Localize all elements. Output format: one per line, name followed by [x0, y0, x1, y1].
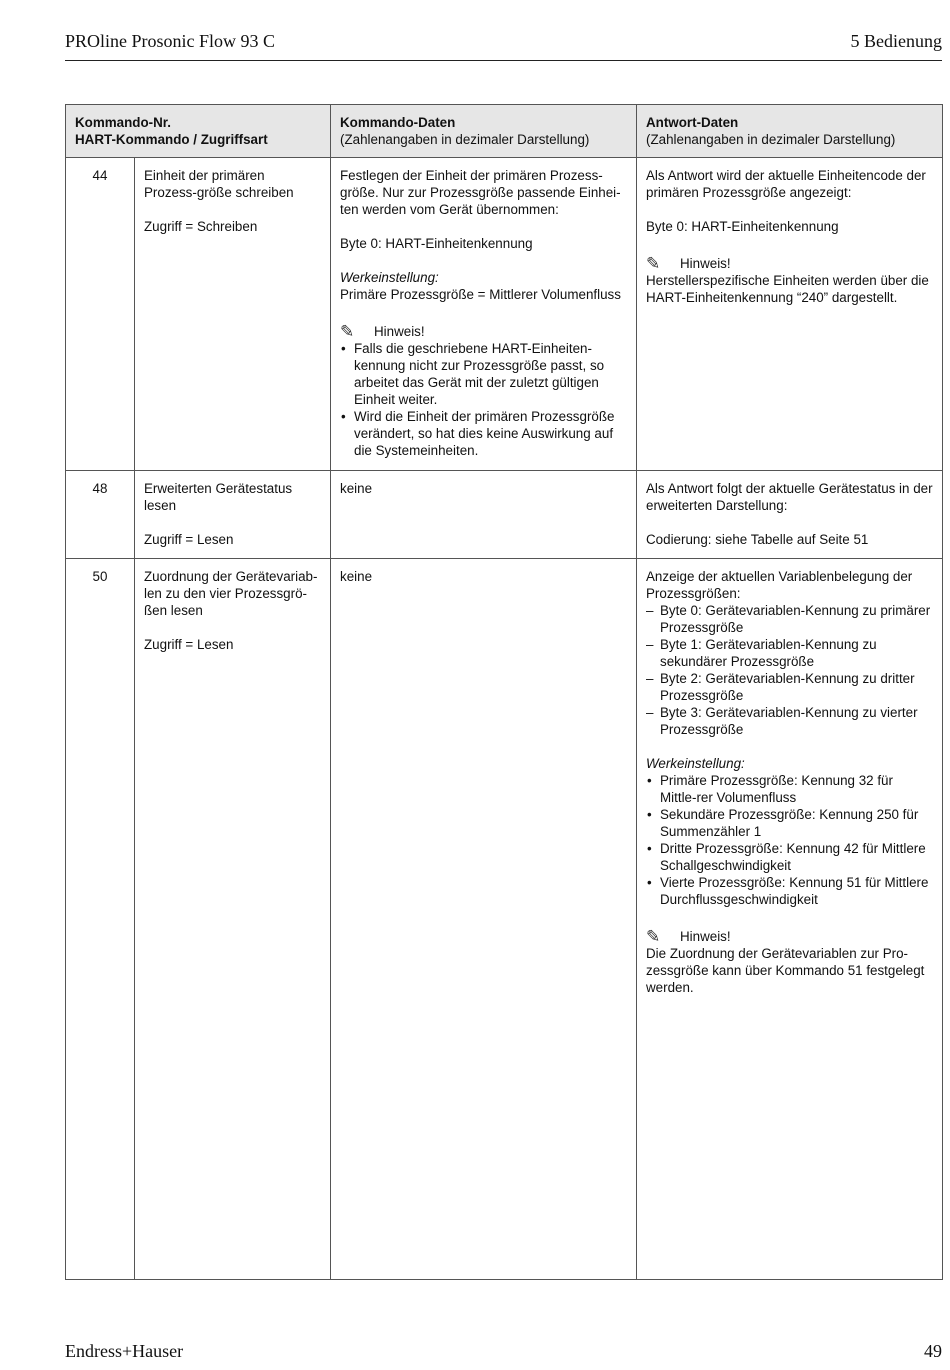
command-name-cell — [135, 158, 331, 471]
pencil-note-icon: ✎ — [340, 322, 355, 341]
response-data-cell: Als Antwort folgt der aktuelle Gerätestatus in der erweiterten Darstellung: Codierung: siehe Tabelle auf Seite 51 — [637, 471, 943, 559]
list-item: – Byte 0: Gerätevariablen-Kennung zu primärer Prozessgröße — [646, 602, 933, 636]
command-number: 44 — [66, 158, 135, 471]
header-command-number: Kommando-Nr. HART-Kommando / Zugriffsart — [66, 105, 331, 158]
document-title: PROline Prosonic Flow 93 C — [65, 31, 276, 51]
list-item: • Wird die Einheit der primären Prozessgröße verändert, so hat dies keine Auswirkung auf die Systemeinheiten. — [340, 408, 627, 459]
command-name-cell — [135, 471, 331, 559]
hint: ✎ Hinweis! — [340, 322, 425, 341]
hart-command-table — [65, 104, 943, 1280]
response-data-cell: Als Antwort wird der aktuelle Einheitencode der primären Prozessgröße angezeigt: Byte 0: HART-Einheitenkennung ✎ Hinweis! Herstellerspezifische Einheiten werden über die HART-Einheitenkennung “240” dargestellt. — [637, 158, 943, 471]
list-item: • Dritte Prozessgröße: Kennung 42 für Mittlere Schallgeschwindigkeit — [646, 840, 933, 874]
header-divider — [65, 60, 942, 61]
list-item: • Falls die geschriebene HART-Einheiten-kennung nicht zur Prozessgröße passt, so arbeitet das Gerät mit der zuletzt gültigen Einheit weiter. — [340, 340, 627, 408]
list-item: • Vierte Prozessgröße: Kennung 51 für Mittlere Durchflussgeschwindigkeit — [646, 874, 933, 908]
command-name: Einheit der primären Prozess-größe schreiben — [144, 168, 294, 200]
command-access: Zugriff = Lesen — [144, 532, 234, 547]
list-item: – Byte 2: Gerätevariablen-Kennung zu dritter Prozessgröße — [646, 670, 933, 704]
command-data-cell: keine — [331, 471, 637, 559]
list-item: – Byte 3: Gerätevariablen-Kennung zu vierter Prozessgröße — [646, 704, 933, 738]
command-name: Erweiterten Gerätestatus lesen — [144, 481, 293, 513]
table-header-row — [66, 105, 943, 158]
table-row — [66, 158, 943, 471]
header-command-data: Kommando-Daten (Zahlenangaben in dezimaler Darstellung) — [331, 105, 637, 158]
table-row — [66, 559, 943, 1280]
command-data-cell: Festlegen der Einheit der primären Prozess-größe. Nur zur Prozessgröße passende Einhei-ten werden vom Gerät übernommen: Byte 0: HART-Einheitenkennung Werkeinstellung: Primäre Prozessgröße = Mittlerer Volumenfluss ✎ Hinweis! • Falls die geschriebene HART-Einheiten-kennung nicht zur Prozessgröße passt, so arbeitet das Gerät mit der zuletzt gültigen Einheit weiter. • Wird die Einheit der primären Prozessgröße verändert, so hat dies keine Auswirkung auf die Systemeinheiten. — [331, 158, 637, 471]
hint: ✎ Hinweis! — [646, 927, 731, 946]
command-access: Zugriff = Schreiben — [144, 219, 258, 234]
list-item: • Primäre Prozessgröße: Kennung 32 für Mittle-rer Volumenfluss — [646, 772, 933, 806]
dash-list — [646, 602, 933, 738]
command-number: 50 — [66, 559, 135, 1280]
section-title: 5 Bedienung — [850, 31, 942, 51]
pencil-note-icon: ✎ — [646, 927, 661, 946]
response-data-cell: Anzeige der aktuellen Variablenbelegung der Prozessgrößen: – Byte 0: Gerätevariablen-Kennung zu primärer Prozessgröße – Byte 1: Gerätevariablen-Kennung zu sekundärer Prozessgröße – Byte 2: Gerätevariablen-Kennung zu dritter Prozessgröße – Byte 3: Gerätevariablen-Kennung zu vierter Prozessgröße Werkeinstellung: • Primäre Prozessgröße: Kennung 32 für Mittle-rer Volumenfluss • Sekundäre Prozessgröße: Kennung 250 für Summenzähler 1 • Dritte Prozessgröße: Kennung 42 für Mittlere Schallgeschwindigkeit • Vierte Prozessgröße: Kennung 51 für Mittlere Durchflussgeschwindigkeit ✎ Hinweis! Die Zuordnung der Gerätevariablen zur Pro-zessgröße kann über Kommando 51 festgelegt werden. — [637, 559, 943, 1280]
hint: ✎ Hinweis! — [646, 254, 731, 273]
list-item: – Byte 1: Gerätevariablen-Kennung zu sekundärer Prozessgröße — [646, 636, 933, 670]
command-name-cell — [135, 559, 331, 1280]
table-row — [66, 471, 943, 559]
pencil-note-icon: ✎ — [646, 254, 661, 273]
bullet-list — [646, 772, 933, 908]
page-number: 49 — [924, 1341, 942, 1361]
command-access: Zugriff = Lesen — [144, 637, 234, 652]
brand-logo-text: Endress+Hauser — [65, 1341, 184, 1361]
command-number: 48 — [66, 471, 135, 559]
command-name: Zuordnung der Gerätevariab-len zu den vier Prozessgrö-ßen lesen — [144, 569, 318, 618]
header-response-data: Antwort-Daten (Zahlenangaben in dezimaler Darstellung) — [637, 105, 943, 158]
bullet-list — [340, 340, 627, 459]
list-item: • Sekundäre Prozessgröße: Kennung 250 für Summenzähler 1 — [646, 806, 933, 840]
command-data-cell: keine — [331, 559, 637, 1280]
